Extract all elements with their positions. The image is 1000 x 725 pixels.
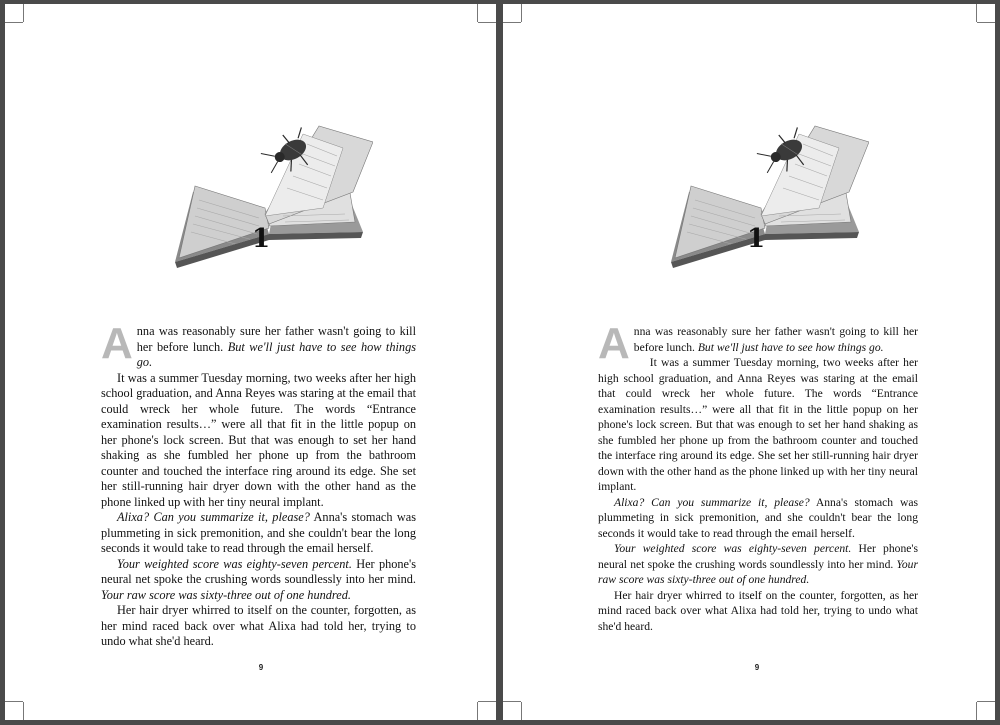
page-number: 9 [754,663,760,672]
chapter-number: 1 [746,224,766,254]
book-page-right [503,4,995,720]
drop-cap: A [598,319,630,368]
paragraph-text: Her phone's neural net spoke the crushing words soundlessly into her mind. [101,556,416,586]
page-number: 9 [258,663,264,672]
paragraph-text: nna was reasonably sure her father wasn't going to kill her before lunch. [633,325,918,354]
crop-mark [503,22,521,23]
crop-mark [5,22,23,23]
paragraph [101,557,416,604]
paragraph [598,355,918,495]
paragraph-text: Her hair dryer whirred to itself on the counter, forgotten, as her mind raced back over what Alixa had told her, trying to undo what she'd heard. [598,588,918,633]
paragraph-text: It was a summer Tuesday morning, two weeks after her high school graduation, and Anna Reyes was staring at the email that could wreck her whole future. The words “Entrance examination results…” were all that fit in the little popup on her phone's lock screen. But that was enough to set her hand shaking as she fumbled her phone up from the bathroom counter and touched the interface ring around its edge. She set her still-running hair dryer down with the other hand as the phone linked up with her tiny neural implant. [598,356,918,493]
italic-text: Alixa? Can you summarize it, please? [117,510,310,524]
italic-text: But we'll just have to see how things go. [136,339,416,369]
italic-text: Your raw score was sixty-three out of one hundred. [101,587,351,602]
crop-mark [477,4,478,22]
paragraph-text: It was a summer Tuesday morning, two weeks after her high school graduation, and Anna Reyes was staring at the email that could wreck her whole future. The words “Entrance examination results…” were all that fit in the little popup on her phone's lock screen. But that was enough to set her hand shaking as she fumbled her phone up from the bathroom counter and touched the interface ring around its edge. She set her still-running hair dryer down with the other hand as the phone linked up with her tiny neural implant. [101,370,416,509]
paragraph [598,588,918,635]
drop-cap: A [101,319,133,368]
paragraph [598,319,918,368]
paragraph [598,541,918,588]
paragraph-text: Her hair dryer whirred to itself on the counter, forgotten, as her mind raced back over what Alixa had told her, trying to undo what she'd heard. [101,603,416,648]
crop-mark [478,701,496,702]
crop-mark [521,4,522,22]
paragraph [101,319,416,371]
paragraph [101,603,416,650]
body-text [598,319,918,634]
chapter-number: 1 [251,224,271,254]
crop-mark [977,701,995,702]
paragraph-text: Her phone's neural net spoke the crushing words soundlessly into her mind. [598,542,918,571]
paragraph-text: nna was reasonably sure her father wasn't going to kill her before lunch. [136,324,416,354]
paragraph [101,510,416,557]
paragraph-text: Anna's stomach was plummeting in sick premonition, and she couldn't bear the long seconds it would take to read through the email herself. [598,495,918,540]
crop-mark [5,701,23,702]
italic-text: Your raw score was sixty-three out of one hundred. [598,557,918,586]
italic-text: Alixa? Can you summarize it, please? [614,495,810,509]
crop-mark [478,22,496,23]
italic-text: Your weighted score was eighty-seven percent. [117,556,352,571]
crop-mark [976,4,977,22]
italic-text: Your weighted score was eighty-seven percent. [614,542,852,555]
crop-mark [477,702,478,720]
paragraph-text: Anna's stomach was plummeting in sick premonition, and she couldn't bear the long seconds it would take to read through the email herself. [101,510,416,555]
crop-mark [977,22,995,23]
crop-mark [503,701,521,702]
book-page-left [5,4,496,720]
paragraph [598,495,918,542]
italic-text: But we'll just have to see how things go. [697,340,884,354]
crop-mark [23,4,24,22]
crop-mark [521,702,522,720]
body-text [101,319,416,650]
paragraph [101,371,416,511]
crop-mark [976,702,977,720]
crop-mark [23,702,24,720]
